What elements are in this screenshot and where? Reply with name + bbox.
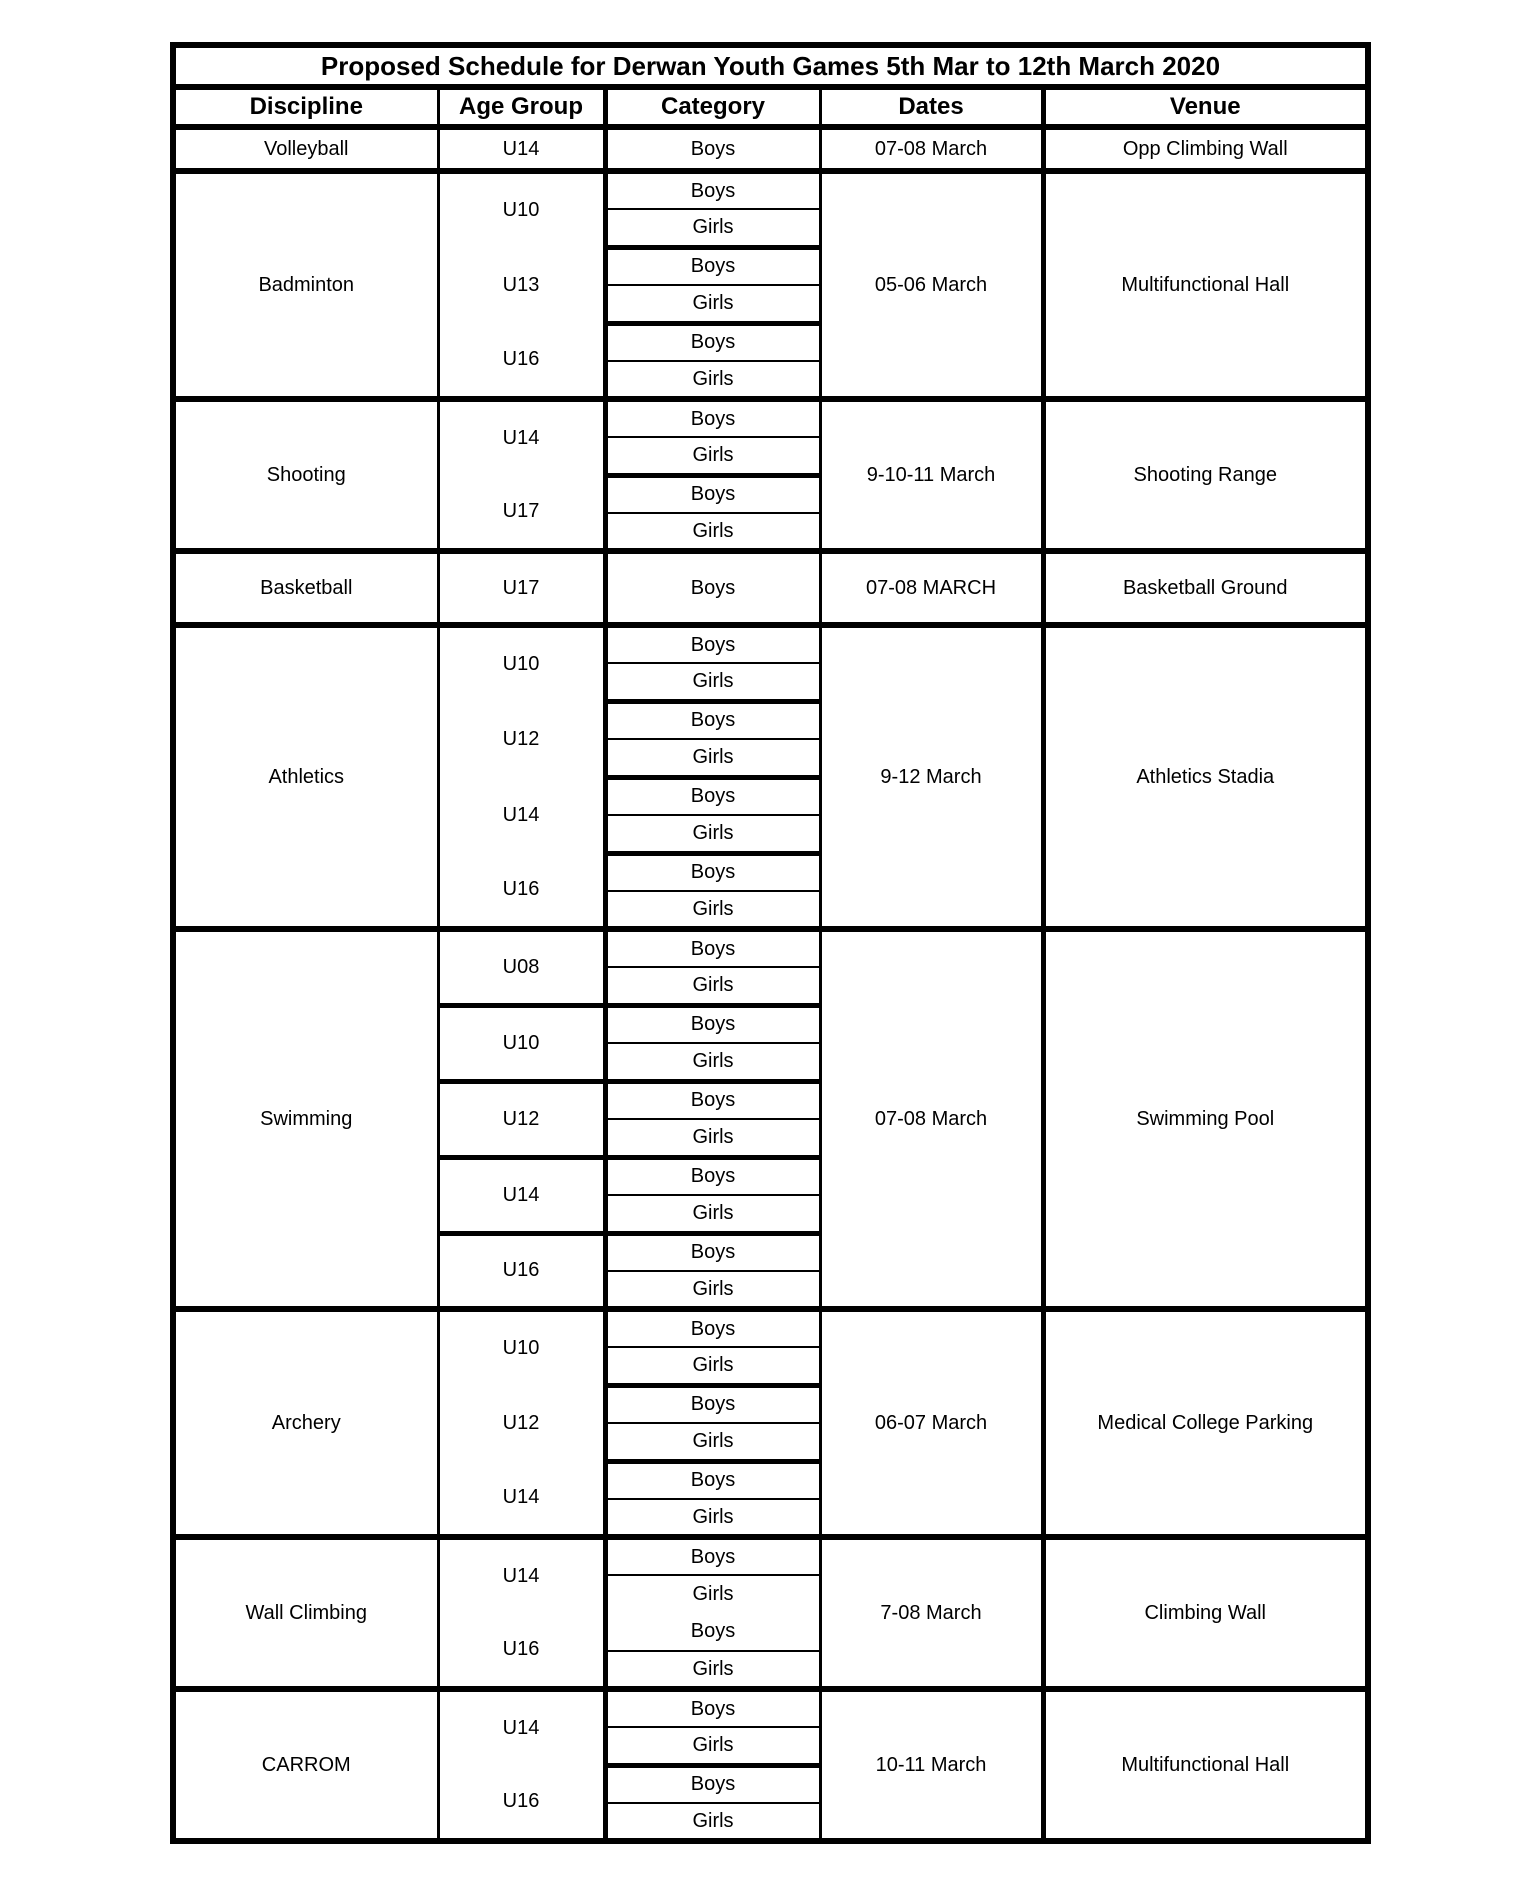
cell-venue: Medical College Parking [1043, 1309, 1368, 1537]
cell-category-girls: Girls [605, 1043, 820, 1081]
cell-age-group: U12 [438, 1081, 605, 1157]
cell-category-boys: Boys [605, 1765, 820, 1803]
cell-category-girls: Girls [605, 1727, 820, 1765]
cell-category-boys: Boys [605, 853, 820, 891]
cell-age-group: U16 [438, 1613, 605, 1689]
cell-age-group: U13 [438, 247, 605, 323]
cell-discipline-swimming: Swimming [173, 929, 438, 1309]
cell-category-girls: Girls [605, 1347, 820, 1385]
cell-category-girls: Girls [605, 513, 820, 551]
cell-category-boys: Boys [605, 929, 820, 967]
cell-category-girls: Girls [605, 1651, 820, 1689]
cell-age-group: U14 [438, 1157, 605, 1233]
cell-category-boys: Boys [605, 1537, 820, 1575]
cell-dates: 06-07 March [820, 1309, 1043, 1537]
cell-category-girls: Girls [605, 815, 820, 853]
cell-venue: Multifunctional Hall [1043, 1689, 1368, 1841]
cell-category-girls: Girls [605, 663, 820, 701]
cell-age-group: U10 [438, 625, 605, 701]
cell-category-boys: Boys [605, 1461, 820, 1499]
cell-age-group: U08 [438, 929, 605, 1005]
cell-discipline-carrom: CARROM [173, 1689, 438, 1841]
cell-category-boys: Boys [605, 1385, 820, 1423]
cell-category-girls: Girls [605, 967, 820, 1005]
cell-discipline-wall-climbing: Wall Climbing [173, 1537, 438, 1689]
cell-category-girls: Girls [605, 1195, 820, 1233]
cell-category-boys: Boys [605, 1005, 820, 1043]
cell-dates: 07-08 March [820, 929, 1043, 1309]
cell-age-group: U17 [438, 475, 605, 551]
cell-age-group: U10 [438, 1309, 605, 1385]
cell-category-boys: Boys [605, 1157, 820, 1195]
cell-dates: 07-08 March [820, 127, 1043, 171]
cell-venue: Multifunctional Hall [1043, 171, 1368, 399]
cell-discipline-shooting: Shooting [173, 399, 438, 551]
cell-venue: Swimming Pool [1043, 929, 1368, 1309]
cell-discipline-athletics: Athletics [173, 625, 438, 929]
cell-dates: 9-10-11 March [820, 399, 1043, 551]
cell-age-group: U14 [438, 1689, 605, 1765]
cell-category-boys: Boys [605, 1309, 820, 1347]
cell-category-girls: Girls [605, 209, 820, 247]
cell-age-group: U14 [438, 1461, 605, 1537]
cell-age-group: U16 [438, 1765, 605, 1841]
cell-category-boys: Boys [605, 323, 820, 361]
cell-category-boys: Boys [605, 1233, 820, 1271]
column-header-discipline: Discipline [173, 87, 438, 127]
column-header-venue: Venue [1043, 87, 1368, 127]
cell-category-girls: Girls [605, 285, 820, 323]
cell-dates: 07-08 MARCH [820, 551, 1043, 625]
cell-age-group: U16 [438, 323, 605, 399]
cell-category-girls: Girls [605, 1499, 820, 1537]
cell-age-group: U14 [438, 777, 605, 853]
cell-age-group: U10 [438, 1005, 605, 1081]
cell-age-group: U10 [438, 171, 605, 247]
cell-age-group: U12 [438, 701, 605, 777]
cell-category-boys: Boys [605, 247, 820, 285]
cell-category-boys: Boys [605, 171, 820, 209]
cell-age-group: U16 [438, 1233, 605, 1309]
cell-category-girls: Girls [605, 1803, 820, 1841]
cell-category-girls: Girls [605, 1271, 820, 1309]
cell-category-girls: Girls [605, 1423, 820, 1461]
cell-category-boys: Boys [605, 399, 820, 437]
cell-category-boys: Boys [605, 551, 820, 625]
cell-dates: 10-11 March [820, 1689, 1043, 1841]
cell-category-girls: Girls [605, 1575, 820, 1613]
cell-category-girls: Girls [605, 361, 820, 399]
column-header-category: Category [605, 87, 820, 127]
cell-category-boys: Boys [605, 701, 820, 739]
cell-category-boys: Boys [605, 777, 820, 815]
column-header-dates: Dates [820, 87, 1043, 127]
cell-venue: Climbing Wall [1043, 1537, 1368, 1689]
cell-age-group: U17 [438, 551, 605, 625]
cell-venue: Athletics Stadia [1043, 625, 1368, 929]
cell-category-girls: Girls [605, 739, 820, 777]
cell-age-group: U14 [438, 1537, 605, 1613]
cell-dates: 05-06 March [820, 171, 1043, 399]
table-title: Proposed Schedule for Derwan Youth Games 5th Mar to 12th March 2020 [320, 50, 1221, 81]
column-header-age-group: Age Group [438, 87, 605, 127]
cell-discipline-badminton: Badminton [173, 171, 438, 399]
cell-category-boys: Boys [605, 1081, 820, 1119]
cell-category-boys: Boys [605, 625, 820, 663]
cell-age-group: U16 [438, 853, 605, 929]
cell-category-boys: Boys [605, 1689, 820, 1727]
cell-dates: 9-12 March [820, 625, 1043, 929]
cell-venue: Basketball Ground [1043, 551, 1368, 625]
cell-category-boys: Boys [605, 127, 820, 171]
cell-age-group: U14 [438, 399, 605, 475]
cell-venue: Opp Climbing Wall [1043, 127, 1368, 171]
cell-dates: 7-08 March [820, 1537, 1043, 1689]
cell-category-boys: Boys [605, 475, 820, 513]
cell-discipline-basketball: Basketball [173, 551, 438, 625]
cell-category-girls: Girls [605, 891, 820, 929]
schedule-table [170, 42, 1371, 1844]
cell-discipline-archery: Archery [173, 1309, 438, 1537]
cell-category-boys: Boys [605, 1613, 820, 1651]
cell-age-group: U12 [438, 1385, 605, 1461]
cell-venue: Shooting Range [1043, 399, 1368, 551]
cell-category-girls: Girls [605, 1119, 820, 1157]
cell-category-girls: Girls [605, 437, 820, 475]
cell-age-group: U14 [438, 127, 605, 171]
cell-discipline-volleyball: Volleyball [173, 127, 438, 171]
